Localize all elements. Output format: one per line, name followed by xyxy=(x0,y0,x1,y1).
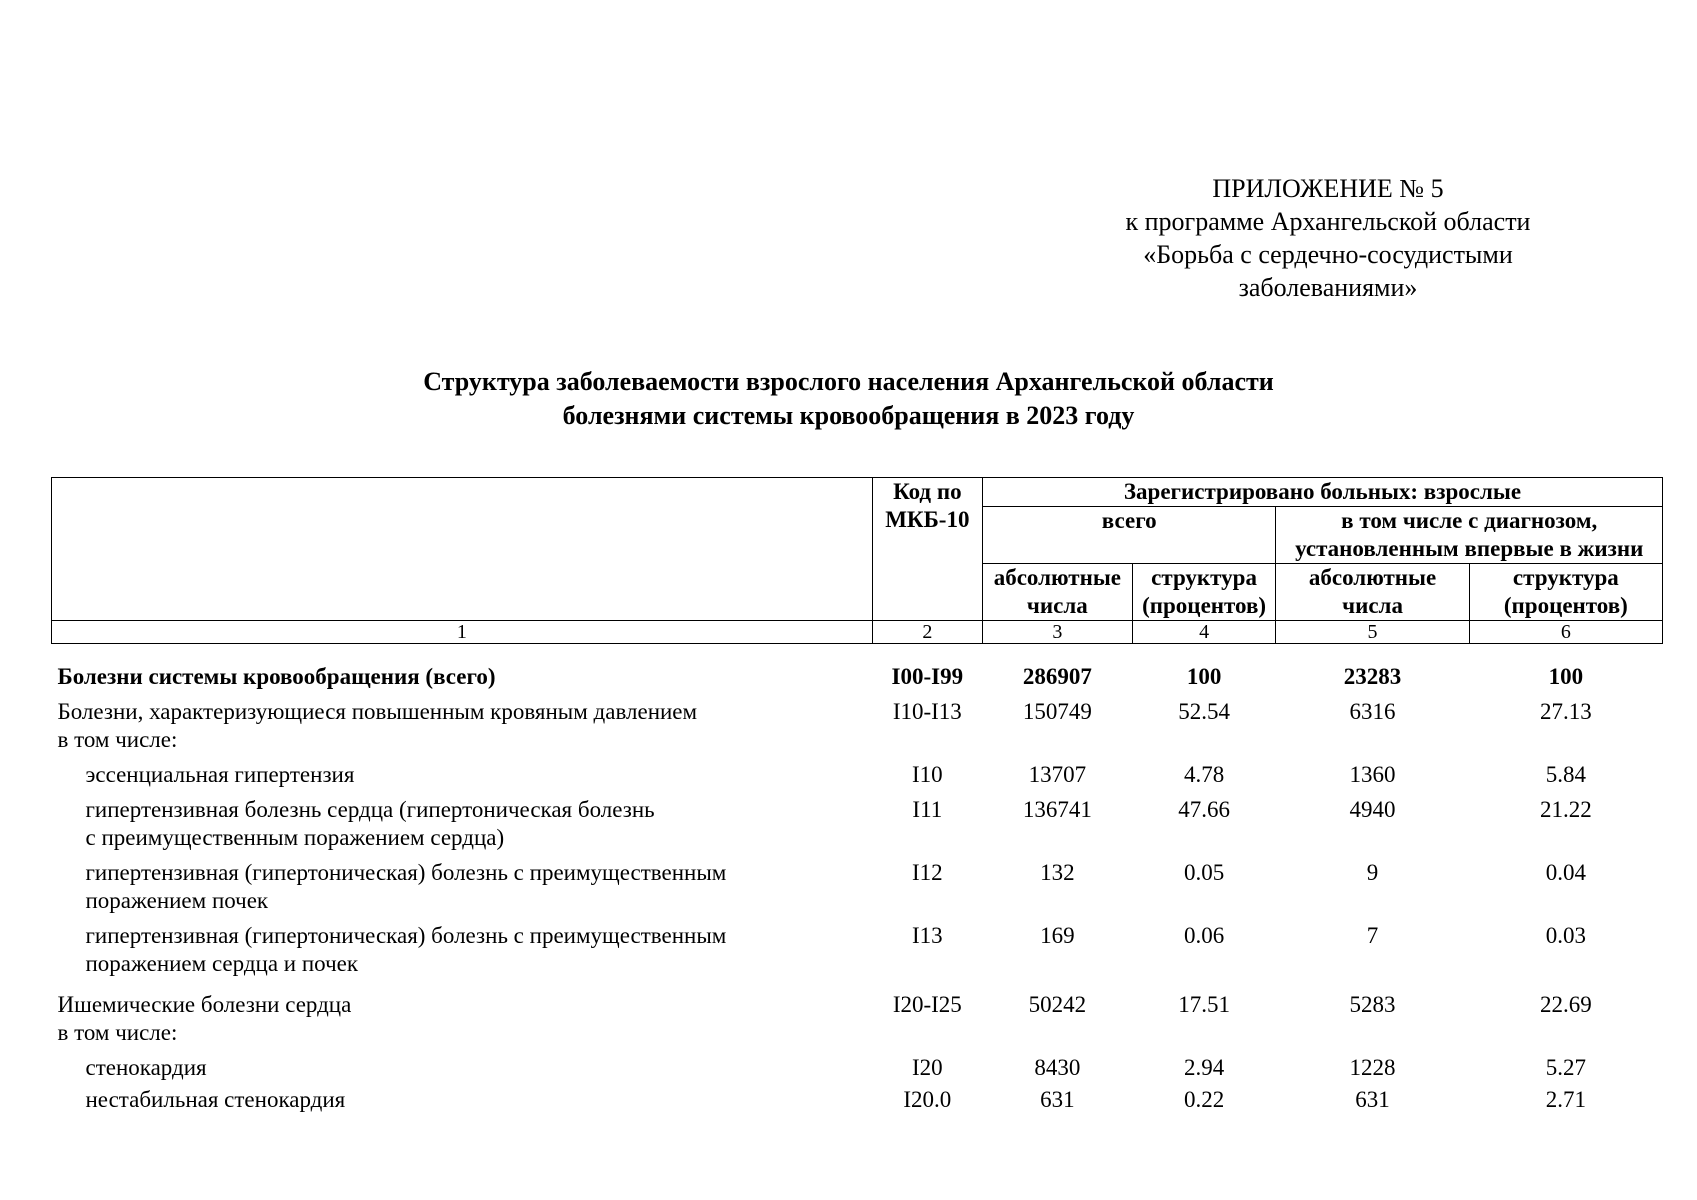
table-row xyxy=(52,978,1663,1047)
row-label: Болезни системы кровообращения (всего) xyxy=(57,664,496,689)
appendix-header xyxy=(1103,172,1553,304)
title-line: Структура заболеваемости взрослого населения Архангельской области xyxy=(423,367,1274,396)
column-number: 4 xyxy=(1132,621,1276,644)
table-row xyxy=(52,1082,1663,1114)
row-struct-new: 100 xyxy=(1548,664,1584,689)
column-number: 2 xyxy=(872,621,982,644)
row-abs-total: 50242 xyxy=(1028,992,1087,1017)
appendix-line: «Борьба с сердечно-сосудистыми xyxy=(1143,240,1513,269)
column-number: 5 xyxy=(1276,621,1469,644)
header-code: Код по МКБ-10 xyxy=(872,478,982,621)
morbidity-table xyxy=(51,477,1663,1114)
row-label: гипертензивная болезнь сердца (гипертоническая болезнь с преимущественным поражением сердца) xyxy=(85,797,655,850)
header-struct-new: структура (процентов) xyxy=(1469,564,1662,621)
header-name-cell xyxy=(52,478,873,621)
row-code: I20.0 xyxy=(903,1087,952,1112)
row-label: Болезни, характеризующиеся повышенным кровяным давлением в том числе: xyxy=(57,699,698,752)
table-row xyxy=(52,1047,1663,1082)
row-abs-new: 6316 xyxy=(1349,699,1396,724)
table-row xyxy=(52,915,1663,978)
header-total: всего xyxy=(982,507,1275,564)
row-label: гипертензивная (гипертоническая) болезнь с преимущественным поражением сердца и почек xyxy=(85,923,727,976)
row-abs-new: 4940 xyxy=(1349,797,1396,822)
row-label: стенокардия xyxy=(85,1055,207,1080)
row-label: гипертензивная (гипертоническая) болезнь с преимущественным поражением почек xyxy=(85,860,727,913)
column-number: 6 xyxy=(1469,621,1662,644)
row-abs-total: 286907 xyxy=(1022,664,1092,689)
row-struct-new: 2.71 xyxy=(1545,1087,1586,1112)
column-number: 1 xyxy=(52,621,873,644)
row-abs-total: 631 xyxy=(1040,1087,1075,1112)
row-abs-new: 5283 xyxy=(1349,992,1396,1017)
row-struct-new: 5.27 xyxy=(1545,1055,1586,1080)
row-struct-total: 0.06 xyxy=(1183,923,1225,948)
row-abs-total: 132 xyxy=(1040,860,1075,885)
row-abs-total: 169 xyxy=(1040,923,1075,948)
row-abs-new: 1228 xyxy=(1349,1055,1396,1080)
row-struct-new: 5.84 xyxy=(1545,762,1586,787)
row-label: нестабильная стенокардия xyxy=(85,1087,346,1112)
row-abs-new: 23283 xyxy=(1343,664,1402,689)
row-code: I11 xyxy=(912,797,943,822)
header-struct-total: структура (процентов) xyxy=(1132,564,1276,621)
row-abs-new: 631 xyxy=(1355,1087,1390,1112)
row-abs-total: 150749 xyxy=(1022,699,1092,724)
row-label: Ишемические болезни сердца в том числе: xyxy=(57,992,352,1045)
table-row xyxy=(52,789,1663,852)
table-row xyxy=(52,691,1663,754)
row-code: I10-I13 xyxy=(892,699,962,724)
row-code: I12 xyxy=(911,860,943,885)
table-row xyxy=(52,754,1663,789)
row-abs-total: 8430 xyxy=(1034,1055,1081,1080)
row-struct-total: 0.22 xyxy=(1183,1087,1225,1112)
row-label: эссенциальная гипертензия xyxy=(85,762,355,787)
row-abs-total: 136741 xyxy=(1022,797,1092,822)
header-abs-new: абсолютные числа xyxy=(1276,564,1469,621)
title-line: болезнями системы кровообращения в 2023 году xyxy=(562,401,1135,430)
row-struct-new: 21.22 xyxy=(1539,797,1592,822)
row-abs-total: 13707 xyxy=(1028,762,1087,787)
row-struct-new: 0.03 xyxy=(1545,923,1586,948)
row-struct-total: 17.51 xyxy=(1178,992,1230,1017)
row-abs-new: 9 xyxy=(1366,860,1379,885)
row-code: I10 xyxy=(911,762,943,787)
table-row xyxy=(52,656,1663,691)
row-code: I20-I25 xyxy=(892,992,962,1017)
row-struct-new: 27.13 xyxy=(1539,699,1592,724)
appendix-line: заболеваниями» xyxy=(1238,273,1418,302)
row-code: I00-I99 xyxy=(891,664,964,689)
row-code: I13 xyxy=(911,923,943,948)
table-row xyxy=(52,852,1663,915)
row-struct-total: 52.54 xyxy=(1178,699,1230,724)
row-abs-new: 1360 xyxy=(1349,762,1396,787)
document-title xyxy=(0,365,1697,433)
row-code: I20 xyxy=(911,1055,943,1080)
column-number: 3 xyxy=(982,621,1132,644)
row-struct-new: 0.04 xyxy=(1545,860,1586,885)
header-first-time: в том числе с диагнозом, установленным впервые в жизни xyxy=(1276,507,1663,564)
header-registered: Зарегистрировано больных: взрослые xyxy=(982,478,1662,507)
header-abs-total: абсолютные числа xyxy=(982,564,1132,621)
row-struct-total: 0.05 xyxy=(1183,860,1225,885)
row-abs-new: 7 xyxy=(1366,923,1379,948)
row-struct-total: 4.78 xyxy=(1183,762,1225,787)
row-struct-total: 100 xyxy=(1186,664,1222,689)
row-struct-total: 2.94 xyxy=(1183,1055,1225,1080)
appendix-line: к программе Архангельской области xyxy=(1125,207,1531,236)
row-struct-new: 22.69 xyxy=(1539,992,1592,1017)
row-struct-total: 47.66 xyxy=(1178,797,1230,822)
appendix-line: ПРИЛОЖЕНИЕ № 5 xyxy=(1212,174,1444,203)
